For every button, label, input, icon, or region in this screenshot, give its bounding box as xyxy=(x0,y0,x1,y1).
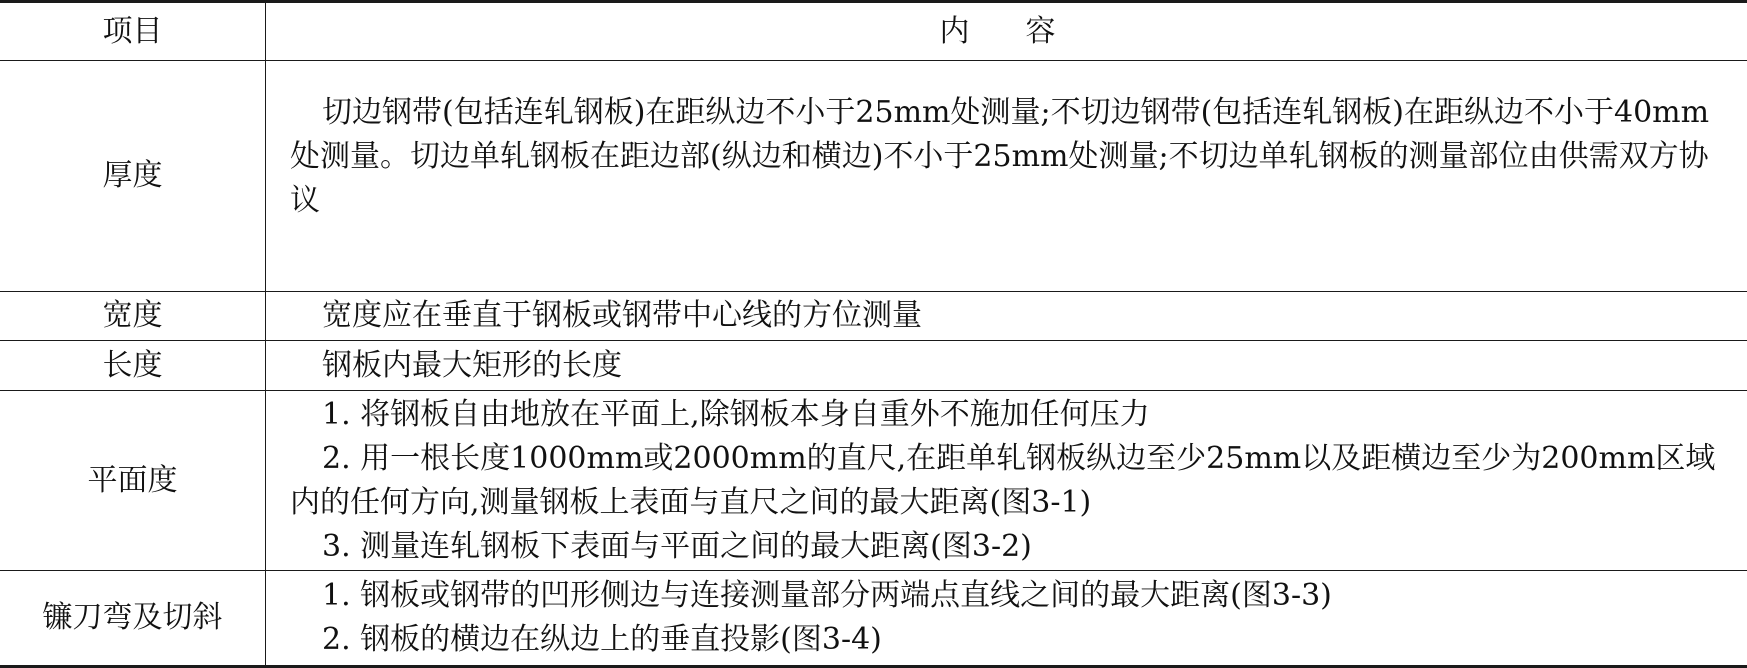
content-paragraph: 2. 用一根长度1000mm或2000mm的直尺,在距单轧钢板纵边至少25mm以及距横边至少为200mm区域内的任何方向,测量钢板上表面与直尺之间的最大距离(图3-1) xyxy=(290,437,1729,525)
header-item: 项目 xyxy=(0,2,266,61)
content-paragraph: 切边钢带(包括连轧钢板)在距纵边不小于25mm处测量;不切边钢带(包括连轧钢板)在距纵边不小于40mm处测量。切边单轧钢板在距边部(纵边和横边)不小于25mm处测量;不切边单轧钢板的测量部位由供需双方协议 xyxy=(290,91,1729,223)
row-item-length: 长度 xyxy=(0,341,266,391)
table-row xyxy=(0,61,1747,292)
content-paragraph: 2. 钢板的横边在纵边上的垂直投影(图3-4) xyxy=(290,618,1729,662)
row-content-width xyxy=(266,292,1747,341)
row-content-thickness xyxy=(266,61,1747,292)
content-paragraph: 1. 将钢板自由地放在平面上,除钢板本身自重外不施加任何压力 xyxy=(290,393,1729,437)
row-content-flatness xyxy=(266,391,1747,571)
content-paragraph: 钢板内最大矩形的长度 xyxy=(290,344,1729,388)
row-item-width: 宽度 xyxy=(0,292,266,341)
content-paragraph: 宽度应在垂直于钢板或钢带中心线的方位测量 xyxy=(290,294,1729,338)
content-paragraph: 1. 钢板或钢带的凹形侧边与连接测量部分两端点直线之间的最大距离(图3-3) xyxy=(290,574,1729,618)
table-row xyxy=(0,391,1747,571)
table-row xyxy=(0,571,1747,667)
row-content-length xyxy=(266,341,1747,391)
content-paragraph: 3. 测量连轧钢板下表面与平面之间的最大距离(图3-2) xyxy=(290,525,1729,569)
row-item-thickness: 厚度 xyxy=(0,61,266,292)
row-content-camber xyxy=(266,571,1747,667)
table-header-row xyxy=(0,2,1747,61)
table-row xyxy=(0,292,1747,341)
row-item-camber: 镰刀弯及切斜 xyxy=(0,571,266,667)
header-content: 内容 xyxy=(266,2,1747,61)
row-item-flatness: 平面度 xyxy=(0,391,266,571)
table-row xyxy=(0,341,1747,391)
